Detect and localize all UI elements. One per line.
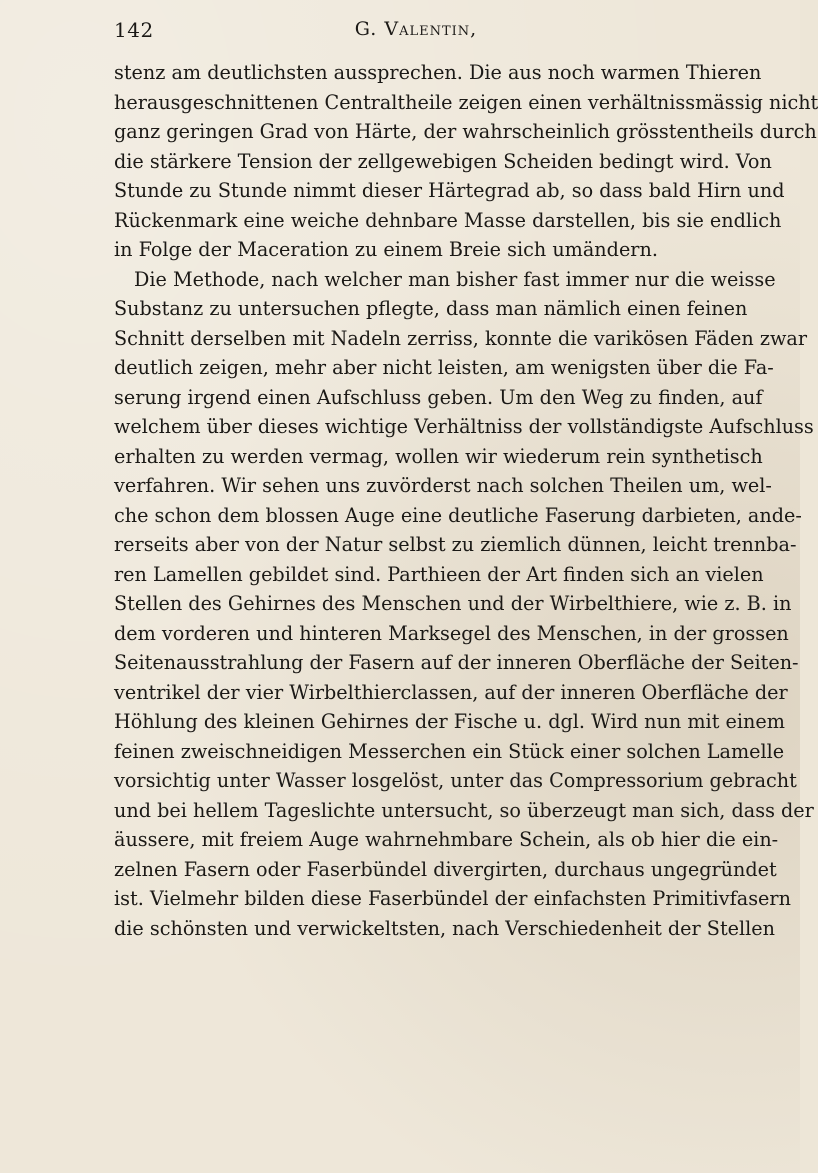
text-line: ventrikel der vier Wirbelthierclassen, auf der inneren Oberfläche der xyxy=(114,680,788,704)
text-line: erhalten zu werden vermag, wollen wir wiederum rein synthetisch xyxy=(114,444,763,468)
text-line: dem vorderen und hinteren Marksegel des Menschen, in der grossen xyxy=(114,621,789,645)
text-line: Stunde zu Stunde nimmt dieser Härtegrad ab, so dass bald Hirn und xyxy=(114,179,785,202)
text-line: ganz geringen Grad von Härte, der wahrscheinlich grösstentheils durch xyxy=(114,120,817,143)
text-line: äussere, mit freiem Auge wahrnehmbare Schein, als ob hier die ein- xyxy=(114,828,779,851)
text-line: che schon dem blossen Auge eine deutliche Faserung darbieten, ande- xyxy=(114,503,802,527)
text-line: deutlich zeigen, mehr aber nicht leisten, am wenigsten über die Fa- xyxy=(114,356,774,379)
text-line: stenz am deutlichsten aussprechen. Die aus noch warmen Thieren xyxy=(114,61,762,84)
text-line: Seitenausstrahlung der Fasern auf der inneren Oberfläche der Seiten- xyxy=(114,651,799,674)
text-line: und bei hellem Tageslichte untersucht, so überzeugt man sich, dass der xyxy=(114,798,814,822)
text-line: Schnitt derselben mit Nadeln zerriss, konnte die varikösen Fäden zwar xyxy=(114,326,807,350)
text-line: zelnen Fasern oder Faserbündel divergirten, durchaus ungegründet xyxy=(114,857,777,881)
text-line: vorsichtig unter Wasser losgelöst, unter das Compressorium gebracht xyxy=(114,769,797,792)
text-line: welchem über dieses wichtige Verhältniss der vollständigste Aufschluss xyxy=(114,415,814,438)
page-number: 142 xyxy=(114,18,154,42)
text-line: die stärkere Tension der zellgewebigen Scheiden bedingt wird. Von xyxy=(114,149,772,173)
text-line: serung irgend einen Aufschluss geben. Um den Weg zu finden, auf xyxy=(114,385,763,409)
body-text xyxy=(114,58,818,943)
running-title: G. Valentin, xyxy=(354,18,478,40)
text-line: feinen zweischneidigen Messerchen ein Stück einer solchen Lamelle xyxy=(114,739,785,763)
text-line: Rückenmark eine weiche dehnbare Masse darstellen, bis sie endlich xyxy=(114,208,782,232)
text-line: ist. Vielmehr bilden diese Faserbündel der einfachsten Primitivfasern xyxy=(114,887,791,910)
text-line: Die Methode, nach welcher man bisher fast immer nur die weisse xyxy=(134,267,776,291)
text-line: herausgeschnittenen Centraltheile zeigen einen verhältnissmässig nicht xyxy=(114,90,818,114)
text-line: die schönsten und verwickeltsten, nach Verschiedenheit der Stellen xyxy=(114,916,775,940)
page-header xyxy=(114,18,718,52)
text-line: in Folge der Maceration zu einem Breie sich umändern. xyxy=(114,238,658,261)
text-line: Substanz zu untersuchen pflegte, dass man nämlich einen feinen xyxy=(114,297,748,320)
text-line: Höhlung des kleinen Gehirnes der Fische u. dgl. Wird nun mit einem xyxy=(114,710,785,733)
text-line: rerseits aber von der Natur selbst zu ziemlich dünnen, leicht trennba- xyxy=(114,533,797,556)
text-line: verfahren. Wir sehen uns zuvörderst nach solchen Theilen um, wel- xyxy=(114,474,772,497)
text-line: Stellen des Gehirnes des Menschen und der Wirbelthiere, wie z. B. in xyxy=(114,592,792,615)
text-line: ren Lamellen gebildet sind. Parthieen der Art finden sich an vielen xyxy=(114,562,764,586)
